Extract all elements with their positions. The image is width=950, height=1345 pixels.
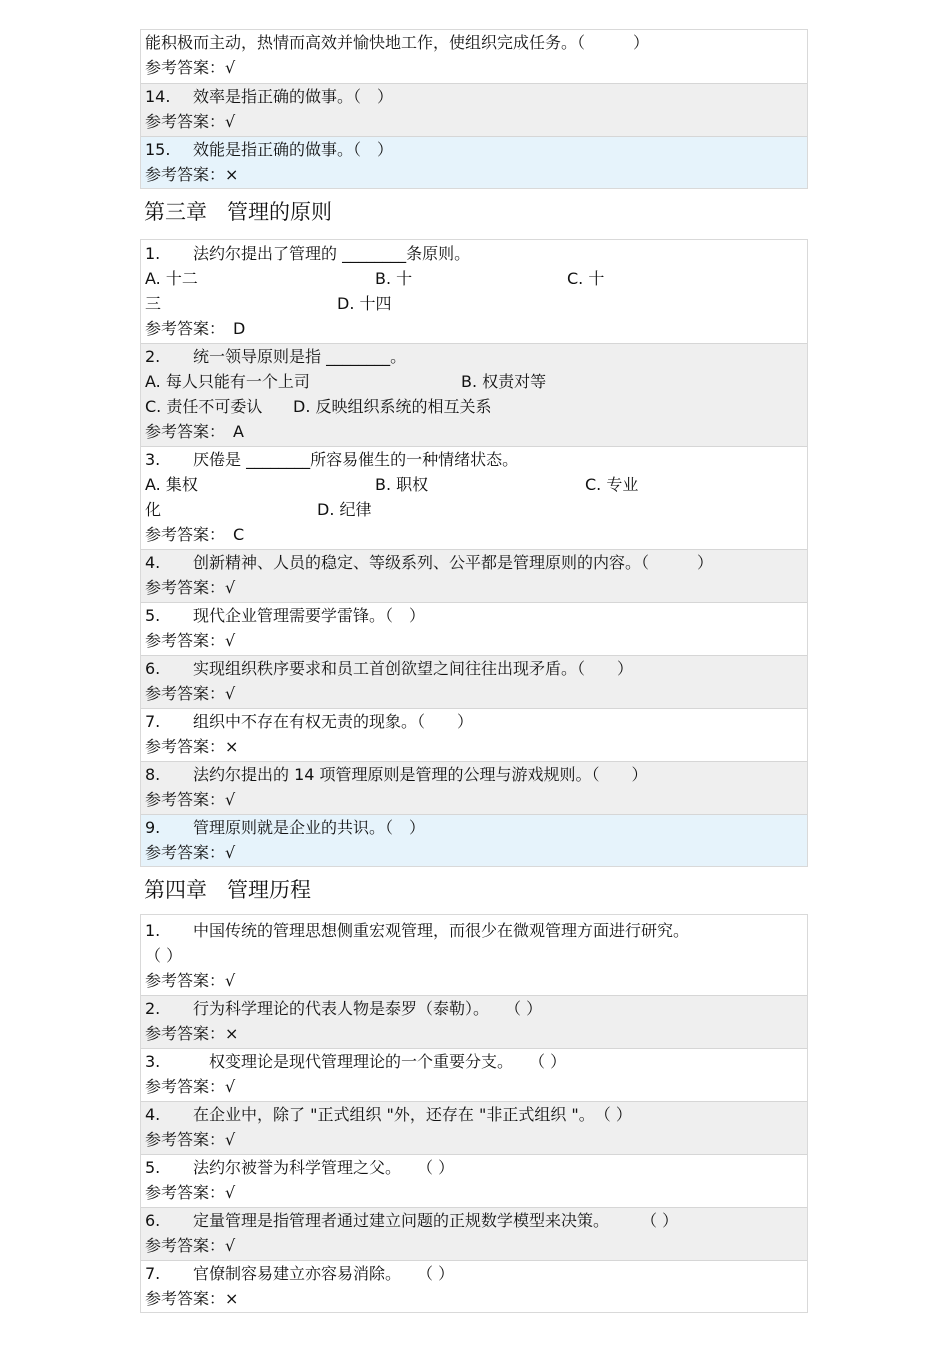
answer-label: 参考答案： [145,1236,226,1255]
answer-value: D [233,319,246,338]
question-text: 管理原则就是企业的共识。（ ） [193,818,426,837]
answer-line [145,419,807,444]
answer-line [145,1127,807,1152]
answer-value: √ [225,1236,236,1255]
question-row [141,446,807,549]
answer-line [145,575,807,600]
question-text: 创新精神、人员的稳定、等级系列、公平都是管理原则的内容。（ ） [193,553,714,572]
chapter-number: 第三章 [144,200,207,224]
question-text: 效率是指正确的做事。（ ） [193,87,394,106]
question-text: 行为科学理论的代表人物是泰罗（泰勒）。 （ ） [193,999,543,1018]
question-row [141,1048,807,1101]
answer-label: 参考答案： [145,737,226,756]
question-number: 7. [145,712,161,731]
answer-label: 参考答案： [145,1289,226,1308]
question-number: 8. [145,765,161,784]
question-number: 1. [145,921,161,940]
question-text: 实现组织秩序要求和员工首创欲望之间往往出现矛盾。（ ） [193,659,634,678]
answer-value: √ [225,112,236,131]
option-d: D. 纪律 [317,500,372,519]
question-text: 在企业中，除了 "正式组织 "外，还存在 "非正式组织 "。 （ ） [193,1105,632,1124]
question-text: 中国传统的管理思想侧重宏观管理，而很少在微观管理方面进行研究。 [193,921,690,940]
question-table-ch3 [140,239,808,867]
answer-label: 参考答案： [145,525,226,544]
answer-value: √ [225,843,236,862]
question-number: 6. [145,1211,161,1230]
option-a: A. 十二 [145,269,198,288]
question-row [141,30,807,83]
question-line [145,241,807,266]
question-line [145,447,807,472]
question-line [145,137,807,162]
option-b: B. 十 [375,269,413,288]
answer-value: C [233,525,245,544]
answer-line [145,1180,807,1205]
options-line [145,266,807,291]
answer-label: 参考答案： [145,1183,226,1202]
answer-value: √ [225,971,236,990]
question-line [145,1261,807,1286]
question-row [141,1260,807,1312]
answer-line [145,734,807,759]
question-line [145,84,807,109]
question-row [141,343,807,446]
question-text: 能积极而主动，热情而高效并愉快地工作，使组织完成任务。（ ） [145,33,650,52]
question-line [145,603,807,628]
question-row [141,549,807,602]
answer-value: × [225,1024,239,1043]
question-row [141,136,807,188]
question-table-ch4 [140,914,808,1313]
question-row [141,655,807,708]
answer-line [145,840,807,865]
answer-label: 参考答案： [145,58,226,77]
option-d: D. 十四 [337,294,392,313]
option-b: B. 权责对等 [461,372,547,391]
question-line [145,709,807,734]
question-number: 6. [145,659,161,678]
question-row [141,1207,807,1260]
answer-label: 参考答案： [145,843,226,862]
question-line [145,815,807,840]
chapter-heading [144,876,311,904]
question-row [141,708,807,761]
question-row [141,1101,807,1154]
answer-line [145,1286,807,1311]
answer-value: √ [225,58,236,77]
answer-value: √ [225,578,236,597]
option-d: D. 反映组织系统的相互关系 [293,397,492,416]
answer-line [145,109,807,134]
answer-value: × [225,165,239,184]
question-text: 定量管理是指管理者通过建立问题的正规数学模型来决策。 （ ） [193,1211,679,1230]
question-row [141,814,807,866]
question-table-top [140,29,808,189]
answer-value: √ [225,631,236,650]
question-text: 法约尔提出的 14 项管理原则是管理的公理与游戏规则。（ ） [193,765,648,784]
question-line [145,1102,807,1127]
answer-label: 参考答案： [145,790,226,809]
answer-line [145,681,807,706]
question-line [145,996,807,1021]
option-b: B. 职权 [375,475,429,494]
answer-line [145,628,807,653]
question-line [145,1049,807,1074]
question-line [145,1208,807,1233]
answer-label: 参考答案： [145,631,226,650]
question-row [141,761,807,814]
answer-value: × [225,737,239,756]
question-number: 3. [145,450,161,469]
question-number: 9. [145,818,161,837]
option-a: A. 每人只能有一个上司 [145,372,310,391]
question-number: 4. [145,553,161,572]
question-line [145,1155,807,1180]
options-line [145,497,807,522]
chapter-heading [144,198,332,226]
answer-line [145,968,807,993]
question-text: 组织中不存在有权无责的现象。（ ） [193,712,474,731]
question-number: 2. [145,347,161,366]
answer-label: 参考答案： [145,422,226,441]
answer-line [145,316,807,341]
answer-line [145,1074,807,1099]
options-line [145,472,807,497]
question-text: 权变理论是现代管理理论的一个重要分支。 （ ） [193,1052,567,1071]
question-text: 官僚制容易建立亦容易消除。 （ ） [193,1264,455,1283]
chapter-number: 第四章 [144,878,207,902]
answer-value: √ [225,1077,236,1096]
chapter-title: 管理历程 [227,878,311,902]
answer-line [145,55,807,80]
question-number: 15. [145,140,171,159]
question-text: 现代企业管理需要学雷锋。（ ） [193,606,426,625]
answer-label: 参考答案： [145,971,226,990]
answer-line [145,1021,807,1046]
question-row [141,240,807,343]
question-number: 2. [145,999,161,1018]
answer-line [145,1233,807,1258]
answer-label: 参考答案： [145,1077,226,1096]
option-c-continued: 化 [145,500,162,519]
question-text: 厌倦是 ________所容易催生的一种情绪状态。 [193,450,519,469]
chapter-title: 管理的原则 [227,200,332,224]
question-line [145,344,807,369]
question-number: 7. [145,1264,161,1283]
question-text-continued: （ ） [145,946,183,965]
question-number: 5. [145,1158,161,1177]
question-text: 统一领导原则是指 ________。 [193,347,407,366]
answer-label: 参考答案： [145,319,226,338]
option-c: C. 责任不可委认 [145,397,263,416]
question-text: 法约尔提出了管理的 ________条原则。 [193,244,471,263]
answer-label: 参考答案： [145,112,226,131]
question-number: 1. [145,244,161,263]
answer-label: 参考答案： [145,578,226,597]
question-number: 3. [145,1052,161,1071]
answer-value: √ [225,790,236,809]
question-row [141,915,807,995]
answer-label: 参考答案： [145,1024,226,1043]
question-text: 法约尔被誉为科学管理之父。 （ ） [193,1158,455,1177]
answer-value: A [233,422,244,441]
question-number: 5. [145,606,161,625]
question-line [145,656,807,681]
question-line [145,918,807,943]
answer-label: 参考答案： [145,165,226,184]
answer-value: √ [225,684,236,703]
answer-label: 参考答案： [145,1130,226,1149]
answer-line [145,162,807,187]
option-c-continued: 三 [145,294,162,313]
question-row [141,1154,807,1207]
question-row [141,602,807,655]
answer-label: 参考答案： [145,684,226,703]
options-line [145,291,807,316]
answer-line [145,522,807,547]
options-line [145,394,807,419]
question-line [145,550,807,575]
question-text: 效能是指正确的做事。（ ） [193,140,394,159]
question-row [141,83,807,136]
answer-line [145,787,807,812]
answer-value: √ [225,1183,236,1202]
question-row [141,995,807,1048]
question-number: 14. [145,87,171,106]
answer-value: √ [225,1130,236,1149]
question-number: 4. [145,1105,161,1124]
option-c: C. 专业 [585,475,639,494]
options-line [145,369,807,394]
option-c: C. 十 [567,269,605,288]
question-line [145,762,807,787]
answer-value: × [225,1289,239,1308]
option-a: A. 集权 [145,475,198,494]
